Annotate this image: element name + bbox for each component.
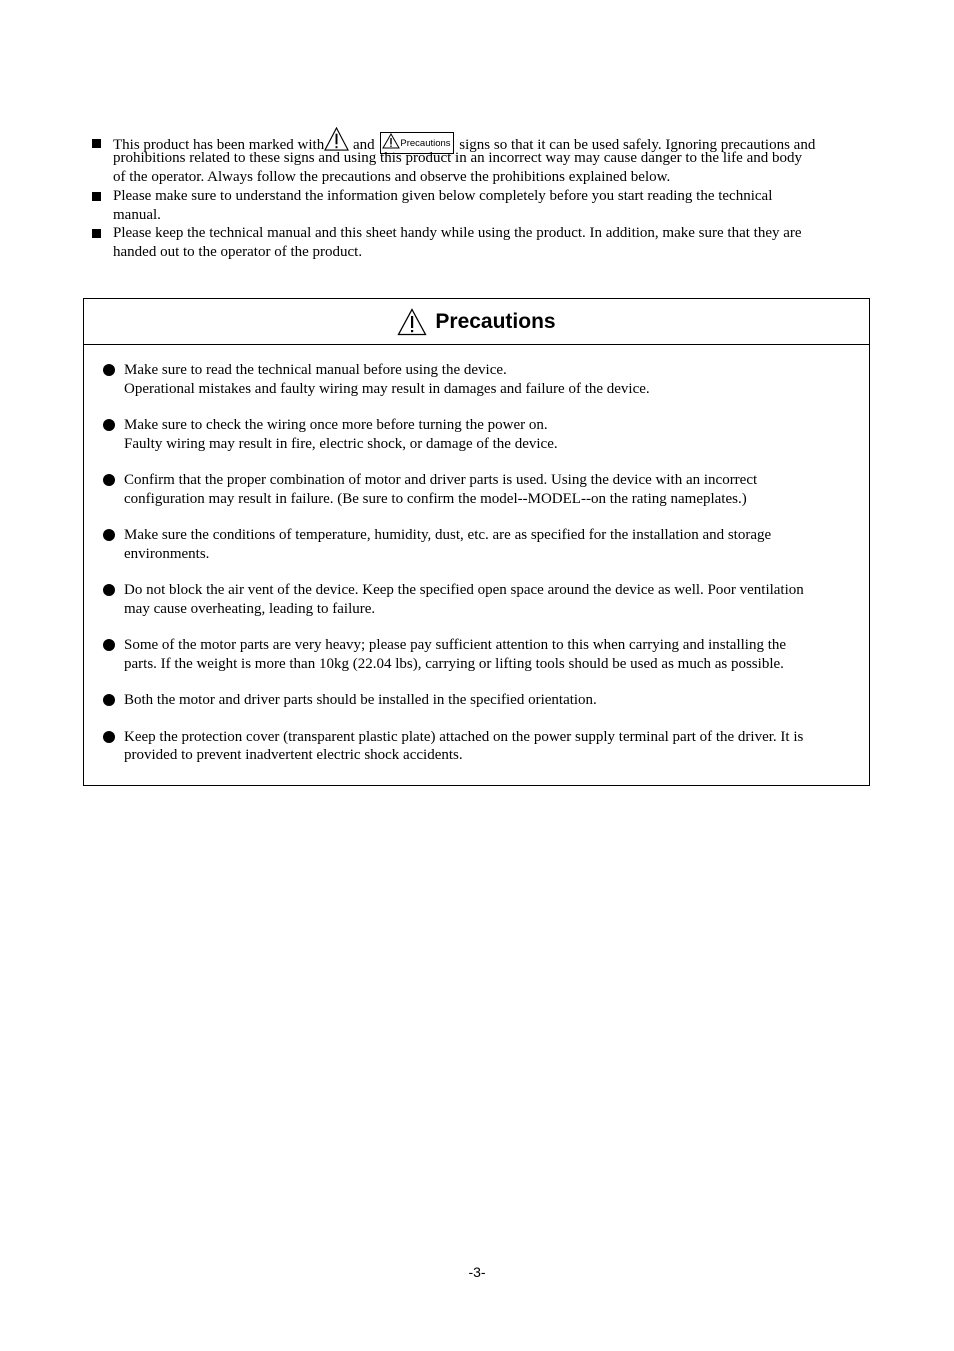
precautions-header [84, 299, 869, 345]
precaution-text: Both the motor and driver parts should be installed in the specified orientation. [124, 692, 597, 708]
intro-line: Please keep the technical manual and this sheet handy while using the product. In addition, make sure that they are [113, 225, 802, 241]
bullet-dot-icon [103, 419, 115, 431]
precaution-text: Operational mistakes and faulty wiring may result in damages and failure of the device. [124, 380, 650, 397]
precaution-text: may cause overheating, leading to failure. [124, 600, 376, 617]
intro-line: handed out to the operator of the product. [113, 243, 363, 260]
intro-text: This product has been marked with [113, 137, 325, 153]
intro-item [91, 127, 871, 186]
precaution-item [102, 581, 851, 618]
precaution-text: Make sure to check the wiring once more before turning the power on. [124, 417, 548, 433]
bullet-dot-icon [103, 639, 115, 651]
precaution-text: Confirm that the proper combination of motor and driver parts is used. Using the device with an incorrect [124, 472, 758, 488]
intro-item [91, 187, 871, 224]
intro-line: of the operator. Always follow the precautions and observe the prohibitions explained below. [113, 168, 671, 185]
precaution-text: Faulty wiring may result in fire, electric shock, or damage of the device. [124, 435, 558, 452]
precaution-text: parts. If the weight is more than 10kg (22.04 lbs), carrying or lifting tools should be used as much as possible. [124, 655, 784, 672]
bullet-dot-icon [103, 529, 115, 541]
intro-line: Please make sure to understand the information given below completely before you start reading the technical [113, 188, 773, 204]
warning-triangle-icon [397, 308, 427, 336]
warning-triangle-icon [324, 127, 349, 151]
precautions-title: Precautions [435, 309, 556, 333]
bullet-dot-icon [103, 731, 115, 743]
intro-item [91, 224, 871, 261]
precaution-text: environments. [124, 545, 210, 562]
precaution-item [102, 471, 851, 508]
precaution-item [102, 636, 851, 673]
bullet-dot-icon [103, 364, 115, 376]
intro-line [113, 127, 871, 153]
precaution-item [102, 691, 851, 710]
bullet-dot-icon [103, 474, 115, 486]
bullet-dot-icon [103, 694, 115, 706]
precaution-item [102, 728, 851, 765]
square-bullet-icon [92, 192, 101, 201]
precaution-text: Do not block the air vent of the device. Keep the specified open space around the device as well. Poor ventilation [124, 582, 804, 598]
precaution-text: provided to prevent inadvertent electric shock accidents. [124, 747, 463, 763]
precaution-text: Make sure to read the technical manual before using the device. [124, 362, 507, 378]
warning-triangle-icon [382, 133, 400, 149]
precaution-item [102, 526, 851, 563]
precaution-item [102, 361, 851, 398]
intro-notes [91, 124, 871, 261]
intro-text: signs so that it can be used safely. Ignoring precautions and [459, 137, 816, 153]
page-number: -3- [468, 1264, 486, 1280]
precaution-text: Some of the motor parts are very heavy; please pay sufficient attention to this when carrying and installing the [124, 637, 787, 653]
precautions-list [84, 345, 869, 765]
badge-label: Precautions [400, 138, 451, 149]
precaution-text: configuration may result in failure. (Be sure to confirm the model--MODEL--on the rating nameplates.) [124, 490, 747, 507]
intro-text: and [352, 137, 375, 153]
intro-line: manual. [113, 206, 161, 223]
precaution-item [102, 416, 851, 453]
precaution-text: Make sure the conditions of temperature, humidity, dust, etc. are as specified for the installation and storage [124, 527, 772, 543]
square-bullet-icon [92, 139, 101, 148]
precautions-panel [83, 298, 870, 786]
intro-line: prohibitions related to these signs and using this product in an incorrect way may cause danger to the life and body [113, 150, 802, 166]
square-bullet-icon [92, 229, 101, 238]
precaution-text: Keep the protection cover (transparent plastic plate) attached on the power supply terminal part of the driver. It is [124, 728, 804, 745]
bullet-dot-icon [103, 584, 115, 596]
